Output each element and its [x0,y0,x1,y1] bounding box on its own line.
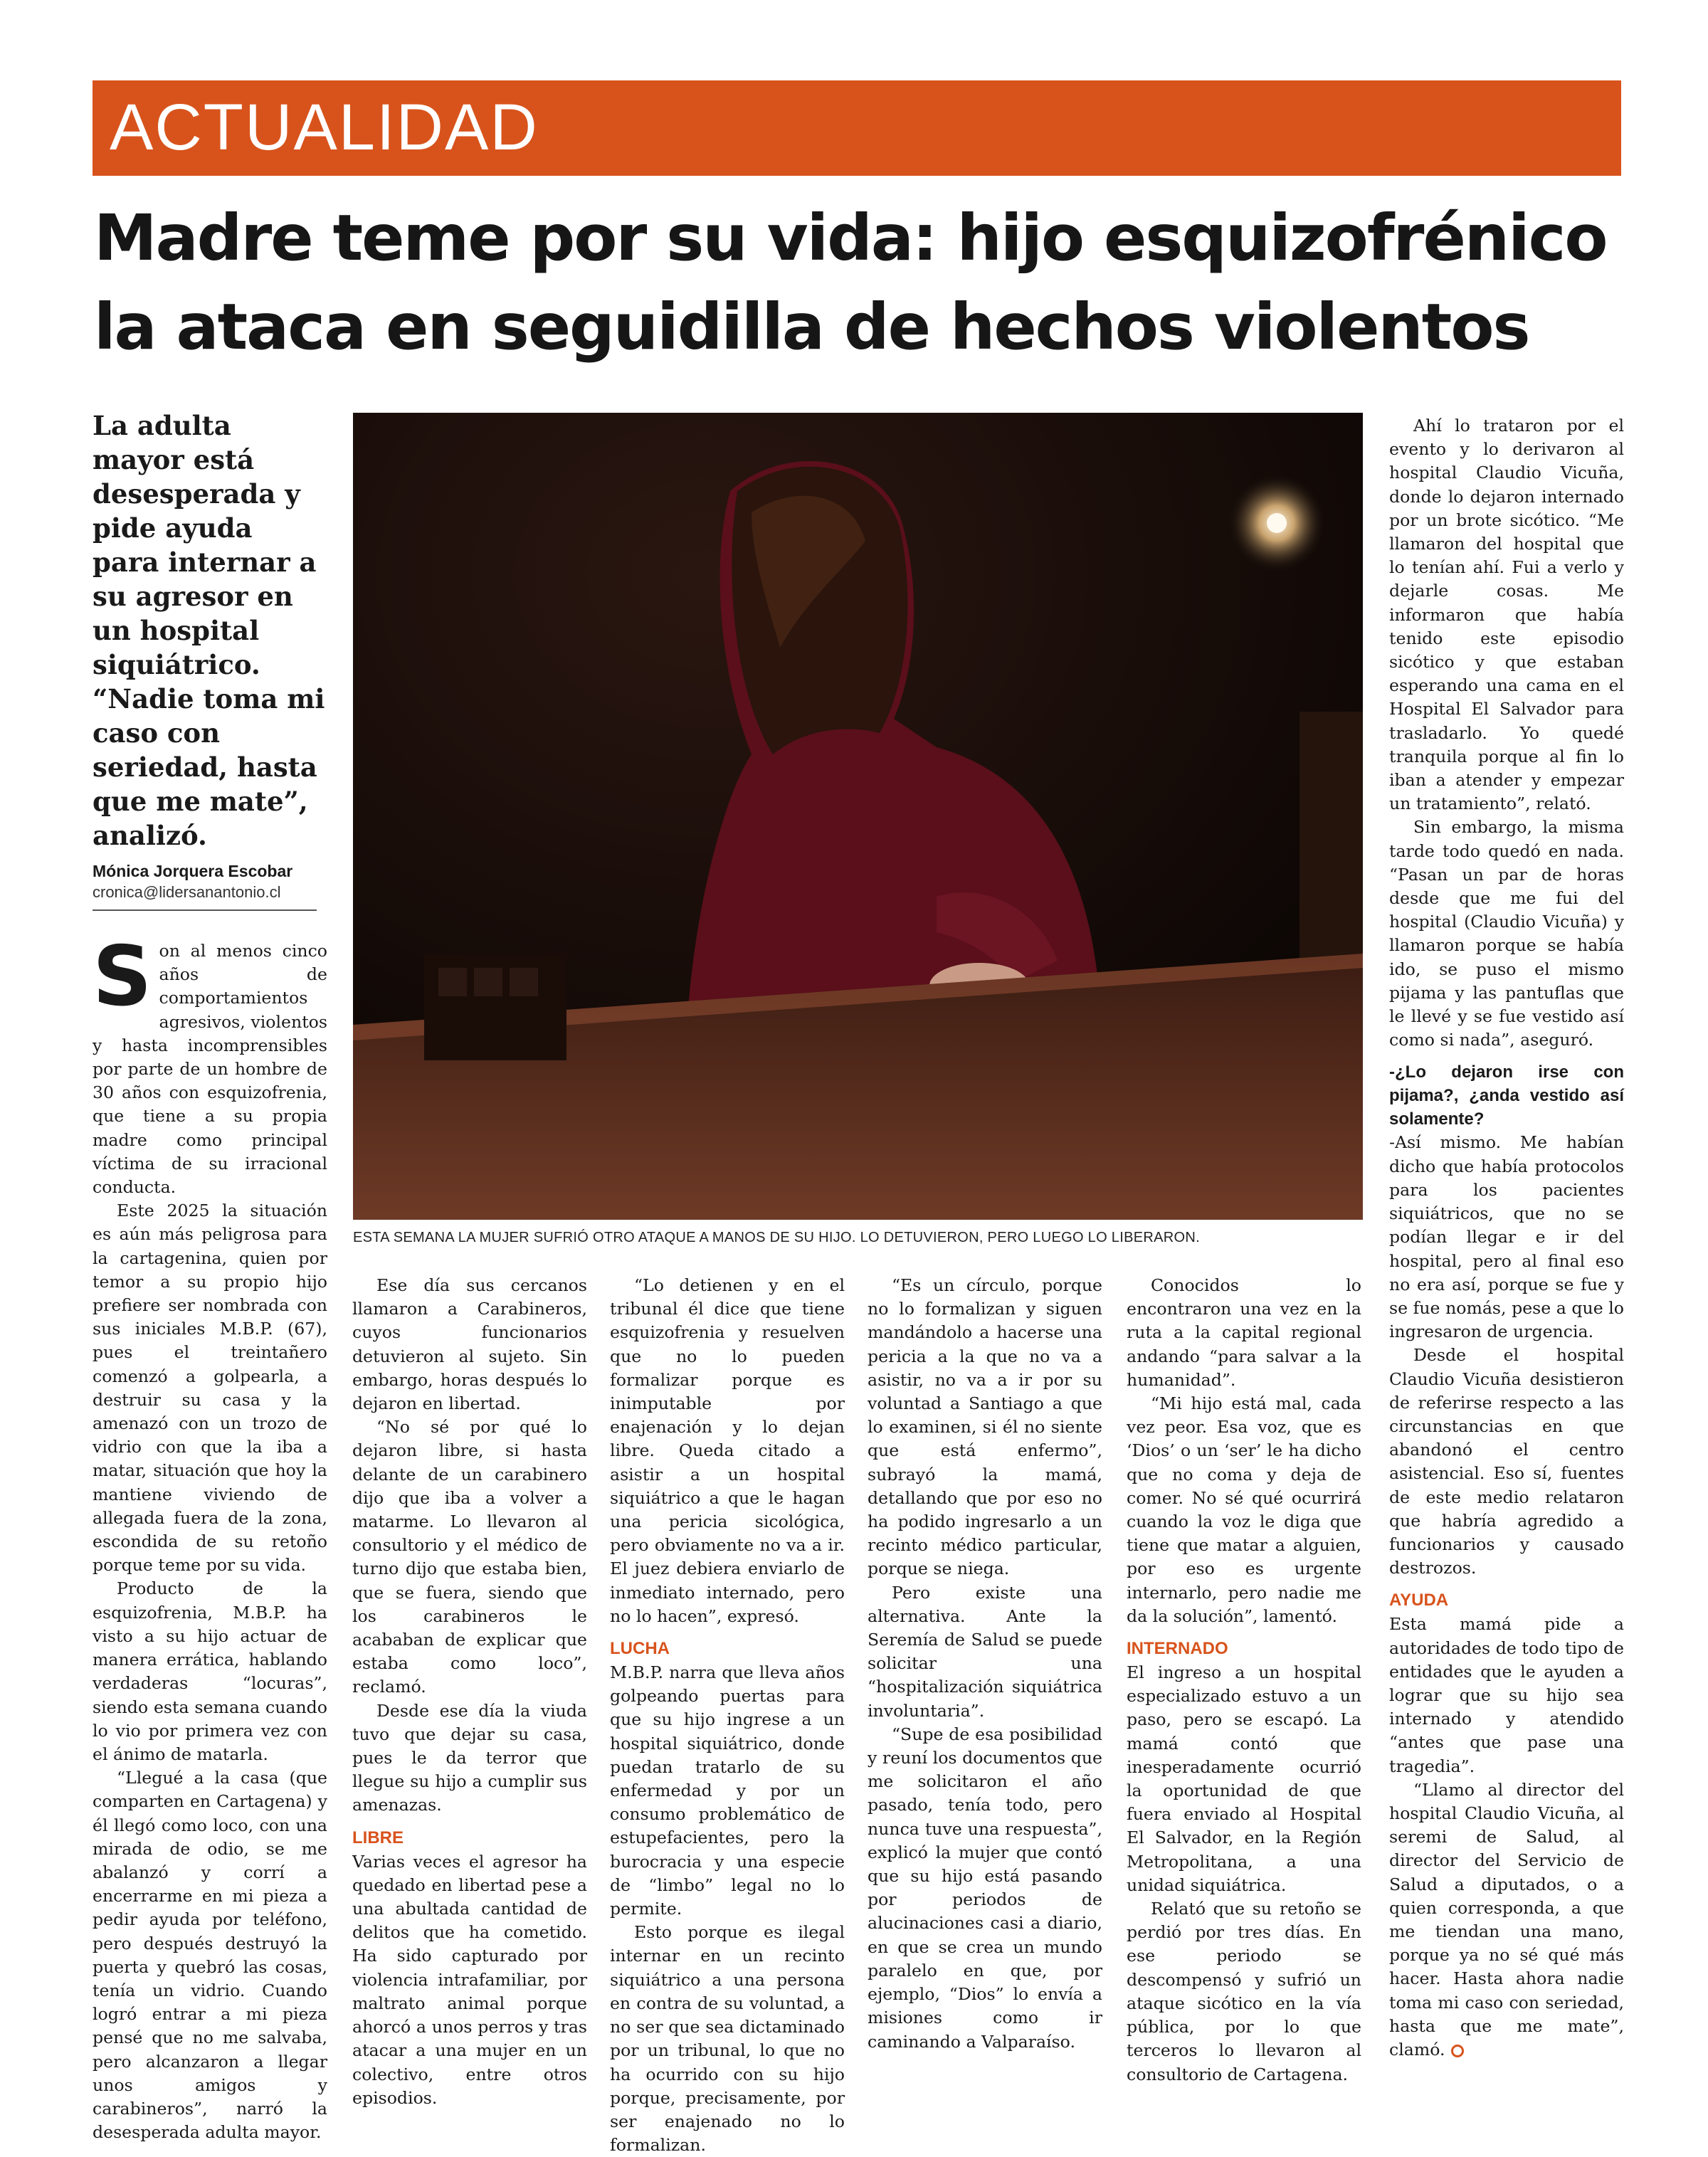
paragraph: “Supe de esa posibilidad y reuní los documentos que me solicitaron el año pasado, tenía todo, pero nunca tuve una respuesta”, explicó la mujer que contó que su hijo está pasando por periodos de alucinaciones casi a diario, en que se crea un mundo paralelo en que, por ejemplo, “Dios” lo envía a misiones como ir caminando a Valparaíso. [868,1724,1102,2052]
column-6 [1389,414,1624,2062]
headline: Madre teme por su vida: hijo esquizofrénico la ataca en seguidilla de hechos violentos [94,201,1607,364]
paragraph-text: “Llamo al director del hospital Claudio Vicuña, al seremi de Salud, al director del Servicio de Salud a diputados, o a quien corresponda, a que me tiendan una mano, porque ya no sé qué más hacer. Hasta ahora nadie toma mi caso con seriedad, hasta que me mate”, clamó. [1389,1779,1624,2060]
column-5 [1127,1274,1361,2087]
paragraph: Producto de la esquizofrenia, M.B.P. ha visto a su hijo actuar de manera errática, hablando verdaderas “locuras”, siendo esta semana cuando lo vio por primera vez con el ánimo de matarla. [93,1578,327,1764]
paragraph: Este 2025 la situación es aún más peligrosa para la cartagenina, quien por temor a su propio hijo prefiere ser nombrada con sus iniciales M.B.P. (67), pues el treintañero comenzó a golpearla, a destruir su casa y la amenazó con un trozo de vidrio con que la iba a matar, situación que hoy la mantiene viviendo de allegada fuera de la zona, escondida de su retoño porque teme por su vida. [93,1201,327,1576]
drop-cap: S [93,929,152,1025]
paragraph: “Llegué a la casa (que comparten en Cartagena) y él llegó como loco, con una mirada de odio, se me abalanzó y corrí a encerrarme en mi pieza a pedir ayuda por teléfono, pero después destruyó la puerta y quebró las cosas, tenía un vidrio. Cuando logró entrar a mi pieza pensé que no me salvaba, pero alcanzaron a llegar unos amigos y carabineros”, narró la desesperada adulta mayor. [93,1768,327,2143]
paragraph [1389,1778,1624,2062]
photo-caption: ESTA SEMANA LA MUJER SUFRIÓ OTRO ATAQUE A MANOS DE SU HIJO. LO DETUVIERON, PERO LUEGO LO LIBERARON. [353,1230,1200,1245]
paragraph: Pero existe una alternativa. Ante la Seremía de Salud se puede solicitar una “hospitalización siquiátrica involuntaria”. [868,1582,1102,1721]
column-1 [93,929,327,2144]
author-email: cronica@lidersanantonio.cl [93,883,281,901]
paragraph: Esto porque es ilegal internar en un recinto siquiátrico a una persona en contra de su voluntad, a no ser que sea dictaminado por un tribunal, lo que no ha ocurrido con su hijo porque, precisamente, por ser enajenado no lo formalizan. [610,1922,845,2156]
end-of-article-icon [1451,2045,1464,2057]
paragraph: Desde el hospital Claudio Vicuña desistieron de referirse respecto a las circunstancias en que abandonó el centro asistencial. Eso sí, fuentes de este medio relataron que habría agredido a funcionarios y causado destrozos. [1389,1345,1624,1578]
subheading-lucha: LUCHA [610,1639,670,1659]
paragraph: Sin embargo, la misma tarde todo quedó en nada. “Pasan un par de horas desde que me fui del hospital (Claudio Vicuña) y llamaron porque se había ido, se puso el mismo pijama y las pantuflas que le llevé y se fue vestido así como si nada”, aseguró. [1389,817,1624,1050]
column-3 [610,1274,845,2157]
lead-summary: La adulta mayor está desesperada y pide ayuda para internar a su agresor en un hospital siquiátrico. “Nadie toma mi caso con seriedad, hasta que me mate”, analizó. [93,410,325,851]
section-bar [93,80,1621,176]
byline [93,860,317,902]
photo-illustration [353,413,1363,1220]
paragraph: Relató que su retoño se perdió por tres días. En ese periodo se descompensó y sufrió un ataque sicótico en la vía pública, por lo que terceros lo llevaron al consultorio de Cartagena. [1127,1899,1361,2084]
paragraph: Varias veces el agresor ha quedado en libertad pese a una abultada cantidad de delitos que ha cometido. Ha sido capturado por violencia intrafamiliar, por maltrato animal porque ahorcó a unos perros y tras atacar a una mujer en un colectivo, entre otros episodios. [352,1851,587,2108]
paragraph: “Lo detienen y en el tribunal él dice que tiene esquizofrenia y resuelven que no lo pueden formalizar porque es inimputable por enajenación y lo dejan libre. Queda citado a asistir a un hospital siquiátrico a que le hagan una pericia sicológica, pero obviamente no va a ir. El juez debiera enviarlo de inmediato internado, pero no lo hacen”, expresó. [610,1275,845,1626]
paragraph: El ingreso a un hospital especializado estuvo a un paso, pero se escapó. La mamá contó que inesperadamente ocurrió la oportunidad de que fuera enviado al Hospital El Salvador, en la Región Metropolitana, a una unidad siquiátrica. [1127,1662,1361,1895]
paragraph: Ahí lo trataron por el evento y lo derivaron al hospital Claudio Vicuña, donde lo dejaron internado por un brote sicótico. “Me llamaron del hospital que lo tenían ahí. Fui a verlo y dejarle cosas. Me informaron que había tenido este episodio sicótico y que estaban esperando una cama en el Hospital El Salvador para trasladarlo. Yo quedé tranquila porque al fin lo iban a atender y empezar un tratamiento”, relató. [1389,416,1624,814]
paragraph: Ese día sus cercanos llamaron a Carabineros, cuyos funcionarios detuvieron al sujeto. Sin embargo, horas después lo dejaron en libertad. [352,1275,587,1414]
byline-divider [93,909,317,911]
paragraph: “Es un círculo, porque no lo formalizan y siguen mandándolo a hacerse una pericia a la que no va a asistir, no va a ir por su voluntad a Santiago a que lo examinen, si él no siente que está enfermo”, subrayó la mamá, detallando que por eso no ha podido ingresarlo a un recinto médico particular, porque se niega. [868,1275,1102,1579]
article-photo [353,413,1363,1220]
paragraph: Esta mamá pide a autoridades de todo tipo de entidades que le ayuden a lograr que su hijo sea internado y atendido “antes que pase una tragedia”. [1389,1614,1624,1776]
paragraph: M.B.P. narra que lleva años golpeando puertas para que su hijo ingrese a un hospital siquiátrico, donde puedan tratarlo de su enfermedad y por un consumo problemático de estupefacientes, pero la burocracia y una especie de “limbo” legal no lo permite. [610,1662,845,1919]
section-label: ACTUALIDAD [110,91,539,164]
author-name: Mónica Jorquera Escobar [93,862,293,880]
paragraph: “Mi hijo está mal, cada vez peor. Esa voz, que es ‘Dios’ o un ‘ser’ le ha dicho que no coma y deja de comer. No sé qué ocurrirá cuando la voz le diga que tiene que matar a alguien, por eso es urgente internarlo, pero nadie me da la solución”, lamentó. [1127,1393,1361,1626]
paragraph: “No sé por qué lo dejaron libre, si hasta delante de un carabinero dijo que iba a volver a matarme. Lo llevaron al consultorio y el médico de turno dijo que estaba bien, que se fuera, siendo que los carabineros le acababan de explicar que estaba como loco”, reclamó. [352,1417,587,1697]
paragraph: on al menos cinco años de comportamientos agresivos, violentos y hasta incomprensibles por parte de un hombre de 30 años con esquizofrenia, que tiene a su propia madre como principal víctima de su irracional conducta. [93,941,327,1198]
subheading-libre: LIBRE [352,1828,404,1847]
paragraph: Desde ese día la viuda tuvo que dejar su casa, pues le da terror que llegue su hijo a cumplir sus amenazas. [352,1700,587,1815]
paragraph: -Así mismo. Me habían dicho que había protocolos para los pacientes siquiátricos, que no se podían llegar e ir del hospital, pero al final eso no era así, porque se fue y se fue nomás, pese a que lo ingresaron de urgencia. [1389,1132,1624,1342]
subheading-internado: INTERNADO [1127,1639,1228,1659]
subheading-ayuda: AYUDA [1389,1591,1449,1610]
column-2 [352,1274,587,2110]
paragraph: Conocidos lo encontraron una vez en la ruta a la capital regional andando “para salvar a la humanidad”. [1127,1275,1361,1390]
interview-question: -¿Lo dejaron irse con pijama?, ¿anda vestido así solamente? [1389,1062,1624,1129]
column-4 [868,1274,1102,2054]
